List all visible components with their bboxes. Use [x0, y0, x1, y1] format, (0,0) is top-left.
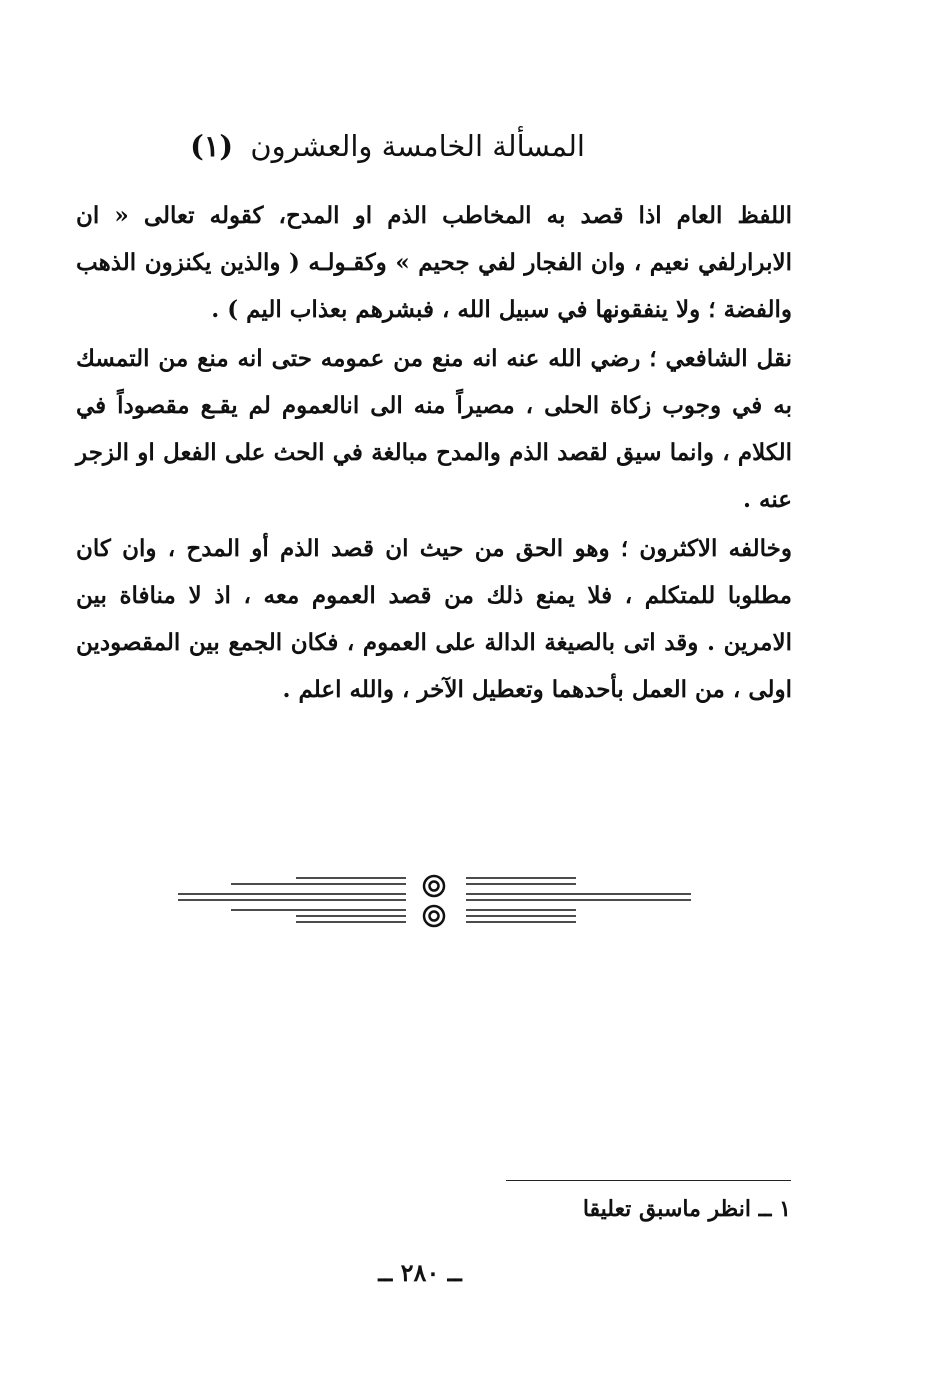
footnote: ١ ــ انظر ماسبق تعليقا: [582, 1196, 791, 1222]
footnote-divider: [506, 1180, 791, 1181]
footnote-reference: (١): [190, 129, 234, 163]
section-title: المسألة الخامسة والعشرون: [250, 129, 585, 163]
paragraph-1: اللفظ العام اذا قصد به المخاطب الذم او المدح، كقوله تعالى « ان الابرارلفي نعيم ، وان الفجار لفي جحيم » وكقـولـه ( والذين يكنزون الذهب والفضة ؛ ولا ينفقونها في سبيل الله ، فبشرهم بعذاب اليم ) .: [76, 202, 792, 323]
paragraph-2: نقل الشافعي ؛ رضي الله عنه انه منع من عمومه حتى انه منع من التمسك به في وجوب زكاة الحلى ، مصيراً منه الى انالعموم لم يقـع مقصوداً في الكلام ، وانما سيق لقصد الذم والمدح مبالغة في الحث على الفعل او الزجر عنه .: [76, 345, 792, 513]
paragraph-3: وخالفه الاكثرون ؛ وهو الحق من حيث ان قصد الذم أو المدح ، وان كان مطلوبا للمتكلم ، فلا يمنع ذلك من قصد العموم معه ، اذ لا منافاة بين الامرين . وقد اتى بالصيغة الدالة على العموم ، فكان الجمع بين المقصودين اولى ، من العمل بأحدهما وتعطيل الآخر ، والله اعلم .: [76, 535, 792, 703]
page-number: ــ ٢٨٠ ــ: [378, 1258, 462, 1287]
body-text: [76, 192, 792, 713]
double-ring-divider-icon: [176, 872, 696, 932]
section-heading: [190, 126, 585, 166]
